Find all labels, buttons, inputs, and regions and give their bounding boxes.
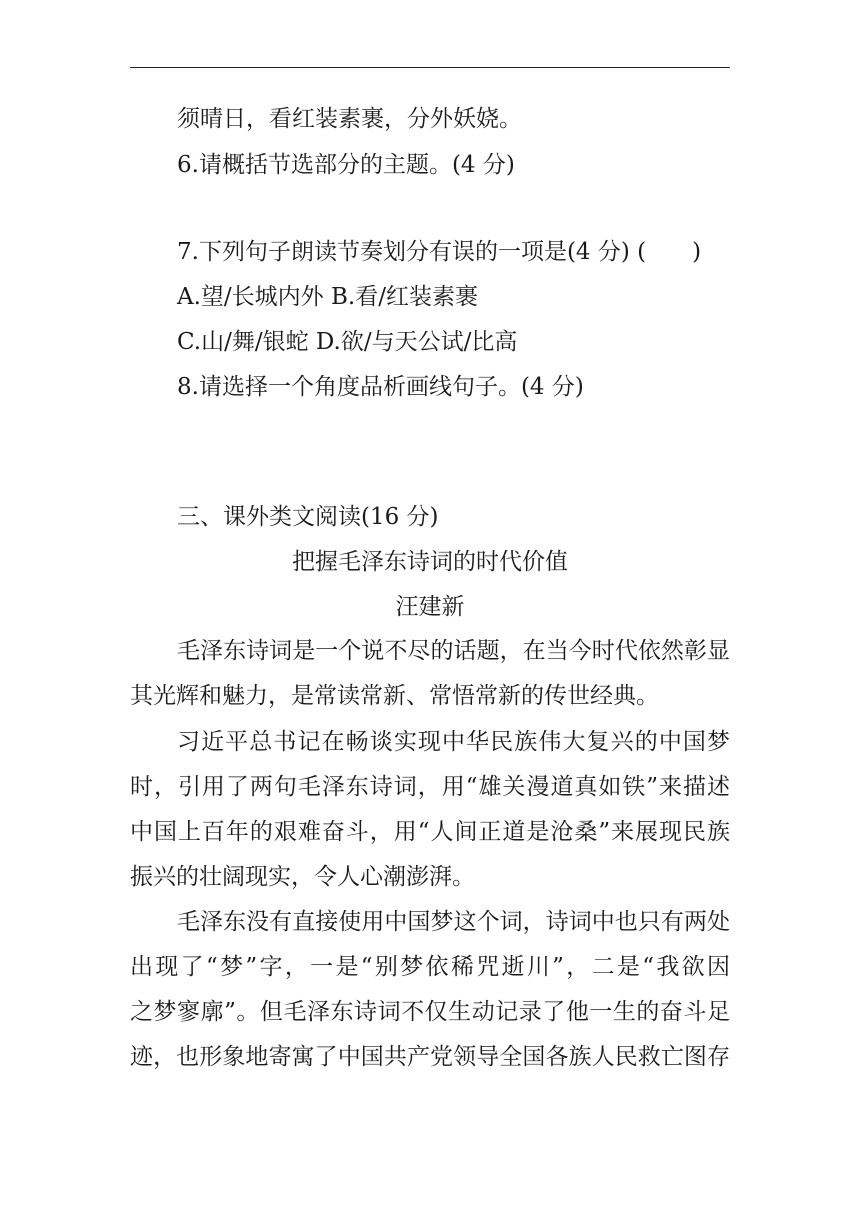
article-title: 把握毛泽东诗词的时代价值	[292, 549, 568, 575]
question-8: 8.请选择一个角度品析画线句子。(4 分)	[177, 374, 584, 400]
paragraph-2-line: 振兴的壮阔现实，令人心潮澎湃。	[130, 864, 475, 890]
question-7-options-ab: A.望/长城内外 B.看/红装素裹	[177, 284, 478, 310]
poem-line: 须晴日，看红装素裹，分外妖娆。	[177, 106, 522, 132]
paragraph-3-line: 毛泽东没有直接使用中国梦这个词，诗词中也只有两处	[177, 909, 730, 935]
paragraph-2-line: 时，引用了两句毛泽东诗词，用“雄关漫道真如铁”来描述	[130, 774, 730, 800]
article-author: 汪建新	[395, 594, 465, 620]
header-rule	[130, 67, 730, 68]
paragraph-3-line: 迹，也形象地寄寓了中国共产党领导全国各族人民救亡图存	[130, 1044, 730, 1070]
question-7: 7.下列句子朗读节奏划分有误的一项是(4 分) ( )	[177, 239, 702, 265]
question-7-options-cd: C.山/舞/银蛇 D.欲/与天公试/比高	[177, 329, 518, 355]
question-6: 6.请概括节选部分的主题。(4 分)	[177, 152, 515, 178]
paragraph-1-line: 毛泽东诗词是一个说不尽的话题，在当今时代依然彰显	[177, 638, 730, 664]
paragraph-2-line: 习近平总书记在畅谈实现中华民族伟大复兴的中国梦	[177, 729, 730, 755]
paragraph-1-line: 其光辉和魅力，是常读常新、常悟常新的传世经典。	[130, 683, 659, 709]
section-3-heading: 三、课外类文阅读(16 分)	[177, 504, 439, 530]
paragraph-3-line: 之梦寥廓”。但毛泽东诗词不仅生动记录了他一生的奋斗足	[130, 999, 730, 1025]
paragraph-2-line: 中国上百年的艰难奋斗，用“人间正道是沧桑”来展现民族	[130, 819, 730, 845]
paragraph-3-line: 出现了“梦”字，一是“别梦依稀咒逝川”，二是“我欲因	[130, 954, 730, 980]
